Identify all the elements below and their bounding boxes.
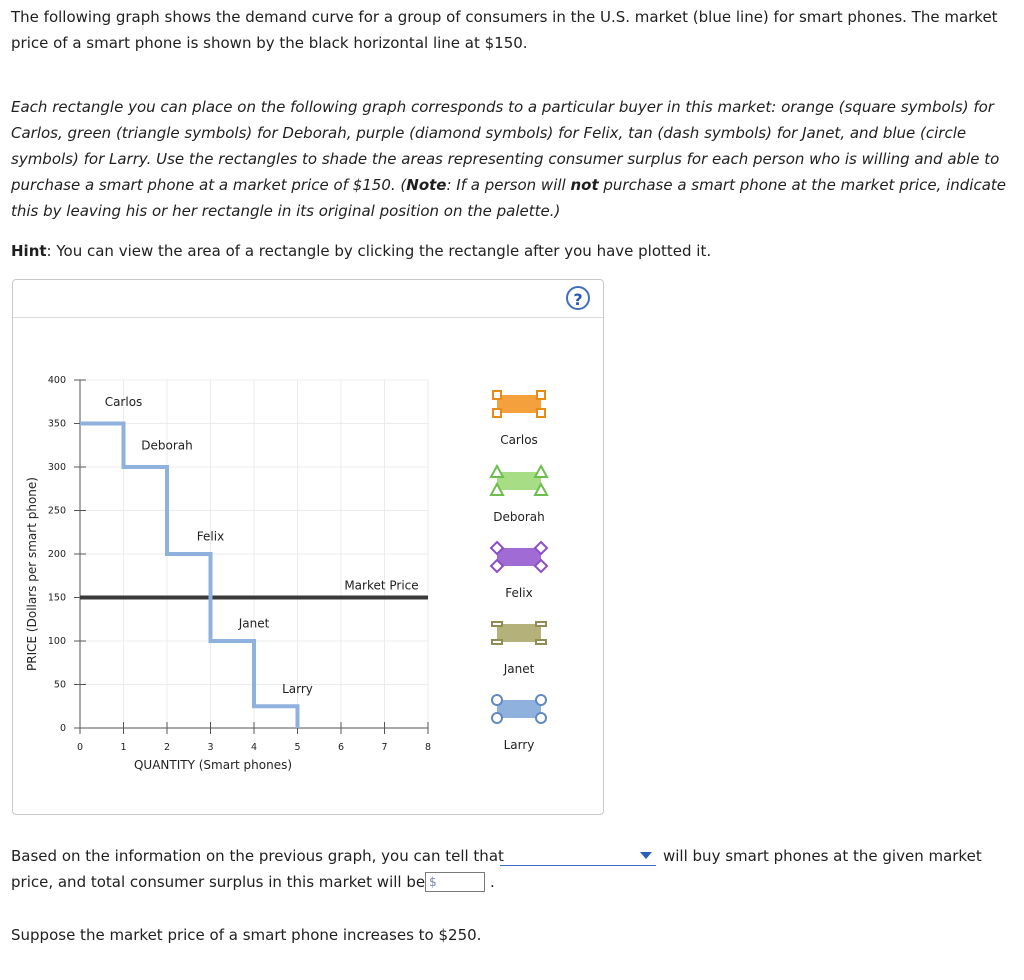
help-icon[interactable]: ?	[566, 286, 590, 310]
y-tick-label: 300	[47, 462, 66, 473]
felix-rect-fill	[497, 548, 541, 566]
x-axis-title: QUANTITY (Smart phones)	[133, 758, 293, 772]
dash-handle-icon	[492, 640, 502, 644]
y-tick-label: 250	[47, 505, 66, 517]
hint-paragraph	[11, 238, 1006, 264]
palette-label-carlos: Carlos	[500, 433, 538, 447]
y-tick-label: 150	[47, 592, 66, 604]
step-label-carlos: Carlos	[104, 394, 143, 409]
instructions-text-1: Each rectangle you can place on the following graph corresponds to a particular buyer in this market: orange (square symbols) for Carlos, green (triangle symbols) for Deborah, purple (diamond symbols) for Felix, tan (dash symbols) for Janet, and blue (circle symbols) for Larry. Use the rectangles to shade the areas representing consumer surplus for each person who is willing and able to purchase a smart phone at a market price of $150. (	[11, 98, 1000, 194]
question2-text: Suppose the market price of a smart phone increases to $250.	[11, 926, 482, 944]
x-tick-label: 7	[381, 742, 388, 753]
palette-larry-rectangle[interactable]	[492, 695, 546, 723]
note-label: Note	[406, 176, 447, 194]
x-tick-label: 6	[337, 742, 345, 753]
y-tick-label: 0	[59, 723, 66, 734]
dash-handle-icon	[536, 622, 546, 626]
triangle-handle-icon	[491, 466, 503, 477]
square-handle-icon	[537, 409, 545, 417]
janet-rect-fill	[497, 624, 541, 642]
not-emphasis: not	[570, 176, 599, 194]
dash-handle-icon	[536, 640, 546, 644]
y-tick-label: 100	[47, 636, 66, 647]
circle-handle-icon	[492, 713, 502, 723]
x-tick-label: 2	[163, 742, 171, 753]
instructions-paragraph	[11, 94, 1006, 224]
x-tick-label: 3	[207, 742, 214, 753]
palette-label-janet: Janet	[503, 662, 535, 676]
question1-text-c: price, and total consumer surplus in this market will be	[11, 873, 426, 891]
question1-text-a: Based on the information on the previous graph, you can tell that	[11, 847, 504, 865]
step-label-felix: Felix	[196, 529, 225, 544]
dash-handle-icon	[492, 622, 502, 626]
instructions-text-2: : If a person will	[446, 176, 571, 194]
palette-label-deborah: Deborah	[493, 510, 545, 524]
larry-rect-fill	[497, 700, 541, 718]
demand-curve	[80, 424, 298, 729]
triangle-handle-icon	[535, 466, 547, 477]
market-price-label: Market Price	[344, 578, 419, 593]
x-tick-label: 1	[120, 742, 127, 753]
step-label-deborah: Deborah	[141, 438, 193, 453]
palette-label-larry: Larry	[503, 738, 535, 752]
step-label-janet: Janet	[238, 616, 270, 631]
step-label-larry: Larry	[282, 681, 313, 696]
deborah-rect-fill	[497, 472, 541, 490]
hint-label: Hint	[11, 242, 47, 260]
chevron-down-icon	[640, 852, 652, 859]
y-tick-label: 50	[53, 679, 66, 691]
x-tick-label: 5	[294, 742, 301, 753]
x-tick-label: 8	[424, 742, 432, 753]
graph-panel	[12, 279, 604, 815]
circle-handle-icon	[536, 713, 546, 723]
instructions-text-3: purchase a smart phone at the market price, indicate this by leaving his or her rectangle in its original position on the palette.)	[11, 176, 1006, 220]
consumer-surplus-input[interactable]: $	[425, 872, 485, 892]
square-handle-icon	[493, 409, 501, 417]
x-tick-label: 0	[76, 742, 84, 753]
palette-carlos-rectangle[interactable]	[493, 391, 545, 417]
demand-graph[interactable]	[13, 280, 603, 814]
y-tick-label: 200	[47, 549, 66, 560]
palette-label-felix: Felix	[505, 586, 533, 600]
y-tick-label: 350	[47, 418, 66, 430]
intro-paragraph: The following graph shows the demand curve for a group of consumers in the U.S. market (blue line) for smart phones. The market price of a smart phone is shown by the black horizontal line at $150.	[11, 8, 998, 52]
y-tick-label: 400	[47, 375, 66, 386]
circle-handle-icon	[492, 695, 502, 705]
square-handle-icon	[493, 391, 501, 399]
square-handle-icon	[537, 391, 545, 399]
palette-janet-rectangle[interactable]	[492, 622, 546, 644]
question1-text-b: will buy smart phones at the given market	[663, 847, 982, 865]
hint-text: : You can view the area of a rectangle by clicking the rectangle after you have plotted it.	[46, 242, 712, 260]
x-tick-label: 4	[250, 742, 258, 753]
palette-felix-rectangle[interactable]	[491, 542, 547, 572]
palette-deborah-rectangle[interactable]	[491, 466, 547, 495]
buyers-dropdown[interactable]	[500, 848, 656, 866]
carlos-rect-fill	[497, 395, 541, 413]
period-text: .	[490, 873, 495, 891]
circle-handle-icon	[536, 695, 546, 705]
y-axis-title: PRICE (Dollars per smart phone)	[25, 477, 39, 671]
